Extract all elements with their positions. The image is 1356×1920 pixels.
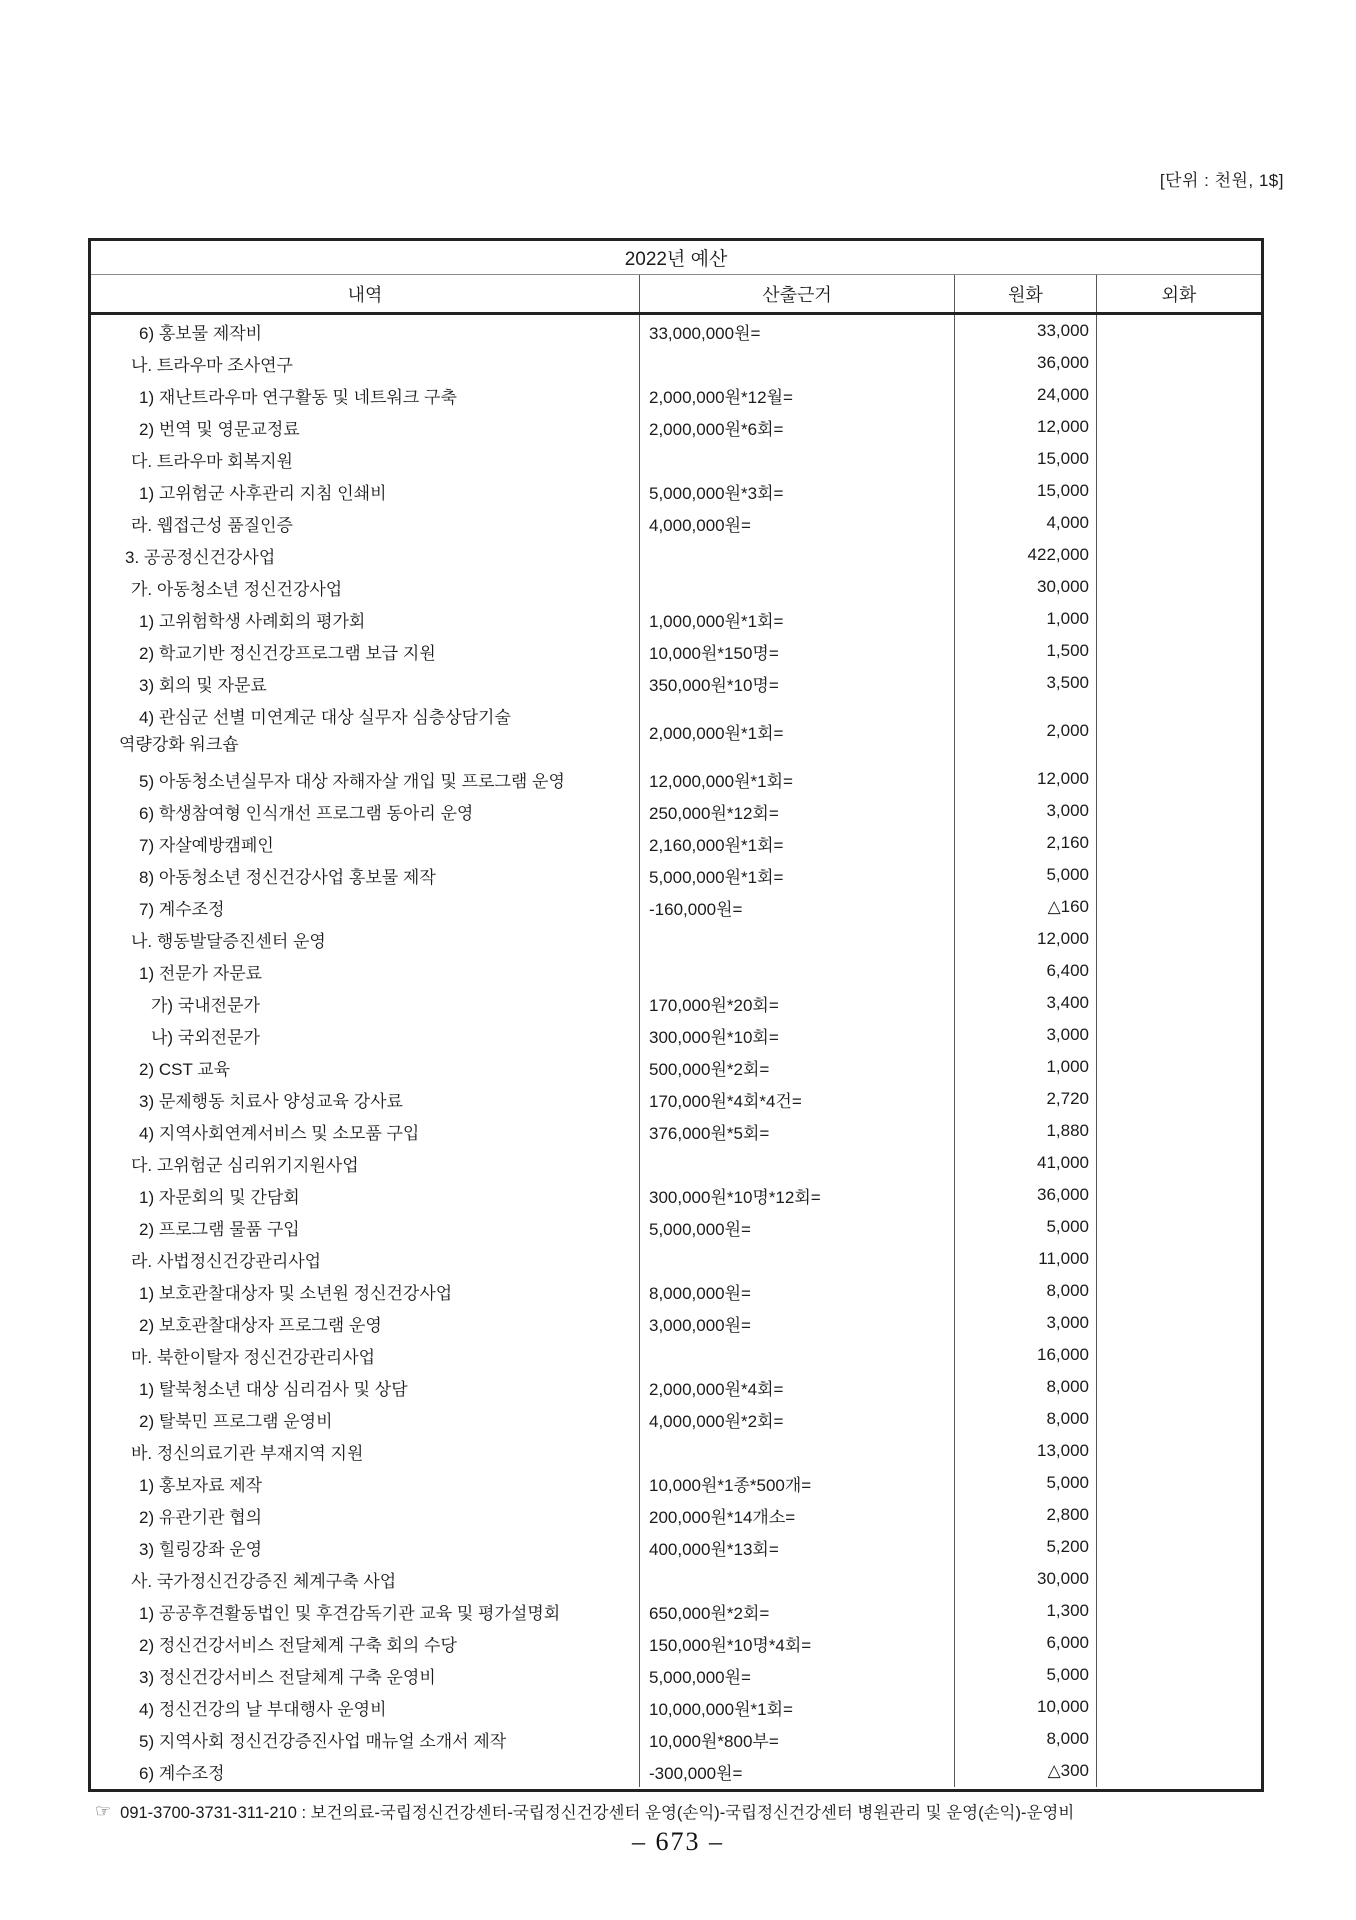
row-basis-cell: [640, 1339, 955, 1371]
row-detail-cell: [91, 1339, 640, 1371]
row-krw-cell: △300: [955, 1755, 1097, 1787]
row-detail-cell: [91, 1467, 640, 1499]
table-row: [91, 891, 1261, 923]
row-detail-text: 2) 번역 및 영문교정료: [139, 419, 300, 439]
table-row: [91, 955, 1261, 987]
row-detail-text: 가) 국내전문가: [151, 995, 260, 1015]
row-krw-cell: 3,400: [955, 987, 1097, 1019]
row-foreign-cell: [1097, 923, 1261, 955]
row-basis-cell: 2,000,000원*6회=: [640, 411, 955, 443]
row-detail-cell: [91, 1275, 640, 1307]
row-detail-text: 3) 회의 및 자문료: [139, 675, 267, 695]
row-detail-text: 2) 유관기관 협의: [139, 1507, 263, 1527]
row-detail-text: 다. 트라우마 회복지원: [131, 451, 293, 471]
row-detail-cell: [91, 507, 640, 539]
row-detail-text: 3) 정신건강서비스 전달체계 구축 운영비: [139, 1667, 436, 1687]
row-basis-cell: 170,000원*20회=: [640, 987, 955, 1019]
row-basis-cell: 500,000원*2회=: [640, 1051, 955, 1083]
row-foreign-cell: [1097, 827, 1261, 859]
row-detail-cell: [91, 1211, 640, 1243]
row-detail-text: 4) 지역사회연계서비스 및 소모품 구입: [139, 1123, 420, 1143]
table-row: [91, 827, 1261, 859]
row-basis-cell: 33,000,000원=: [640, 315, 955, 347]
row-detail-text: 5) 아동청소년실무자 대상 자해자살 개입 및 프로그램 운영: [139, 771, 565, 791]
row-krw-cell: △160: [955, 891, 1097, 923]
row-krw-cell: 1,000: [955, 1051, 1097, 1083]
row-detail-cell: [91, 1531, 640, 1563]
row-detail-cell: [91, 571, 640, 603]
row-detail-text: 7) 자살예방캠페인: [139, 835, 274, 855]
row-detail-cell: [91, 411, 640, 443]
table-row: [91, 1243, 1261, 1275]
row-detail-cell: [91, 827, 640, 859]
footer-reference: [95, 1799, 1074, 1823]
row-krw-cell: 2,160: [955, 827, 1097, 859]
row-foreign-cell: [1097, 1019, 1261, 1051]
row-foreign-cell: [1097, 539, 1261, 571]
table-row: [91, 1627, 1261, 1659]
row-detail-cell: [91, 443, 640, 475]
row-detail-cell: [91, 315, 640, 347]
row-foreign-cell: [1097, 635, 1261, 667]
row-basis-cell: [640, 955, 955, 987]
row-krw-cell: 2,000: [955, 699, 1097, 763]
row-krw-cell: 16,000: [955, 1339, 1097, 1371]
row-detail-text: 4) 정신건강의 날 부대행사 운영비: [139, 1699, 387, 1719]
table-row: [91, 1371, 1261, 1403]
table-row: [91, 443, 1261, 475]
row-detail-cell: [91, 1083, 640, 1115]
row-basis-cell: 200,000원*14개소=: [640, 1499, 955, 1531]
row-krw-cell: 13,000: [955, 1435, 1097, 1467]
row-krw-cell: 3,000: [955, 1307, 1097, 1339]
row-krw-cell: 12,000: [955, 411, 1097, 443]
row-foreign-cell: [1097, 347, 1261, 379]
row-detail-cell: [91, 1179, 640, 1211]
row-foreign-cell: [1097, 1339, 1261, 1371]
table-row: [91, 859, 1261, 891]
row-basis-cell: 2,000,000원*12월=: [640, 379, 955, 411]
table-data-area: [91, 315, 1261, 1787]
footer-reference-text: 091-3700-3731-311-210 : 보건의료-국립정신건강센터-국립정신건강센터 운영(손익)-국립정신건강센터 병원관리 및 운영(손익)-운영비: [120, 1804, 1075, 1822]
row-detail-text: 1) 재난트라우마 연구활동 및 네트워크 구축: [139, 387, 457, 407]
row-detail-text: 1) 고위험학생 사례회의 평가회: [139, 611, 366, 631]
row-foreign-cell: [1097, 1211, 1261, 1243]
row-foreign-cell: [1097, 1275, 1261, 1307]
row-basis-cell: 12,000,000원*1회=: [640, 763, 955, 795]
row-krw-cell: 1,500: [955, 635, 1097, 667]
row-basis-cell: 170,000원*4회*4건=: [640, 1083, 955, 1115]
row-krw-cell: 5,000: [955, 1659, 1097, 1691]
row-foreign-cell: [1097, 379, 1261, 411]
row-foreign-cell: [1097, 1307, 1261, 1339]
row-detail-cell: [91, 1403, 640, 1435]
row-foreign-cell: [1097, 859, 1261, 891]
row-basis-cell: 10,000원*800부=: [640, 1723, 955, 1755]
row-basis-cell: [640, 1563, 955, 1595]
row-foreign-cell: [1097, 1051, 1261, 1083]
row-detail-text: 7) 계수조정: [139, 899, 225, 919]
row-krw-cell: 5,000: [955, 1211, 1097, 1243]
row-detail-cell: [91, 699, 640, 763]
row-basis-cell: 650,000원*2회=: [640, 1595, 955, 1627]
row-basis-cell: [640, 1147, 955, 1179]
row-krw-cell: 422,000: [955, 539, 1097, 571]
row-basis-cell: 300,000원*10회=: [640, 1019, 955, 1051]
row-detail-text: 2) CST 교육: [139, 1059, 231, 1079]
row-foreign-cell: [1097, 1403, 1261, 1435]
row-krw-cell: 6,400: [955, 955, 1097, 987]
row-krw-cell: 3,000: [955, 1019, 1097, 1051]
table-row: [91, 1339, 1261, 1371]
table-row: [91, 763, 1261, 795]
row-krw-cell: 3,500: [955, 667, 1097, 699]
table-row: [91, 1723, 1261, 1755]
row-detail-text: 라. 사법정신건강관리사업: [131, 1251, 322, 1271]
row-basis-cell: 5,000,000원=: [640, 1211, 955, 1243]
row-detail-text: 3) 힐링강좌 운영: [139, 1539, 263, 1559]
row-krw-cell: 15,000: [955, 443, 1097, 475]
row-basis-cell: 400,000원*13회=: [640, 1531, 955, 1563]
row-krw-cell: 15,000: [955, 475, 1097, 507]
table-row: [91, 923, 1261, 955]
row-basis-cell: 2,000,000원*1회=: [640, 699, 955, 763]
row-detail-text: 나. 트라우마 조사연구: [131, 355, 293, 375]
row-detail-cell: [91, 1691, 640, 1723]
row-basis-cell: 300,000원*10명*12회=: [640, 1179, 955, 1211]
column-header-foreign: 외화: [1161, 284, 1197, 305]
row-krw-cell: 8,000: [955, 1403, 1097, 1435]
row-basis-cell: [640, 923, 955, 955]
row-detail-text: 나. 행동발달증진센터 운영: [131, 931, 326, 951]
row-foreign-cell: [1097, 475, 1261, 507]
row-basis-cell: 10,000,000원*1회=: [640, 1691, 955, 1723]
row-detail-text: 6) 학생참여형 인식개선 프로그램 동아리 운영: [139, 803, 474, 823]
row-detail-cell: [91, 955, 640, 987]
pointing-hand-icon: ☞: [95, 1800, 112, 1821]
unit-label: [단위 : 천원, 1$]: [1159, 171, 1284, 190]
row-detail-text: 1) 탈북청소년 대상 심리검사 및 상담: [139, 1379, 408, 1399]
row-krw-cell: 5,200: [955, 1531, 1097, 1563]
row-detail-cell: [91, 1595, 640, 1627]
table-row: [91, 1179, 1261, 1211]
row-foreign-cell: [1097, 1371, 1261, 1403]
row-detail-cell: [91, 603, 640, 635]
row-detail-text: 1) 자문회의 및 간담회: [139, 1187, 300, 1207]
table-title: 2022년 예산: [91, 241, 1261, 275]
page-number: – 673 –: [632, 1827, 724, 1856]
row-detail-text: 사. 국가정신건강증진 체계구축 사업: [131, 1571, 397, 1591]
column-header-krw: 원화: [955, 275, 1097, 312]
row-basis-cell: 1,000,000원*1회=: [640, 603, 955, 635]
row-foreign-cell: [1097, 1659, 1261, 1691]
table-row: [91, 1083, 1261, 1115]
row-detail-cell: [91, 1627, 640, 1659]
row-foreign-cell: [1097, 987, 1261, 1019]
row-krw-cell: 1,300: [955, 1595, 1097, 1627]
table-row: [91, 1755, 1261, 1787]
row-detail-cell: [91, 539, 640, 571]
table-row: [91, 667, 1261, 699]
table-row: [91, 315, 1261, 347]
row-detail-cell: [91, 1723, 640, 1755]
row-krw-cell: 5,000: [955, 859, 1097, 891]
table-row: [91, 1051, 1261, 1083]
row-krw-cell: 33,000: [955, 315, 1097, 347]
row-detail-cell: [91, 859, 640, 891]
budget-table: [88, 238, 1264, 1792]
row-detail-text: 1) 홍보자료 제작: [139, 1475, 263, 1495]
row-foreign-cell: [1097, 763, 1261, 795]
row-krw-cell: 1,000: [955, 603, 1097, 635]
row-krw-cell: 36,000: [955, 347, 1097, 379]
row-basis-cell: 10,000원*150명=: [640, 635, 955, 667]
row-basis-cell: 150,000원*10명*4회=: [640, 1627, 955, 1659]
table-row: [91, 1115, 1261, 1147]
row-detail-cell: [91, 1499, 640, 1531]
table-row: [91, 1019, 1261, 1051]
row-basis-cell: 4,000,000원*2회=: [640, 1403, 955, 1435]
row-basis-cell: [640, 347, 955, 379]
row-krw-cell: 12,000: [955, 763, 1097, 795]
row-detail-cell: [91, 987, 640, 1019]
row-detail-text: 1) 보호관찰대상자 및 소년원 정신건강사업: [139, 1283, 453, 1303]
row-foreign-cell: [1097, 1179, 1261, 1211]
row-krw-cell: 30,000: [955, 1563, 1097, 1595]
row-detail-cell: [91, 1755, 640, 1787]
table-row: [91, 1147, 1261, 1179]
row-foreign-cell: [1097, 603, 1261, 635]
row-krw-cell: 30,000: [955, 571, 1097, 603]
row-krw-cell: 10,000: [955, 1691, 1097, 1723]
table-row: [91, 475, 1261, 507]
row-foreign-cell: [1097, 1563, 1261, 1595]
row-detail-cell: [91, 891, 640, 923]
row-detail-cell: [91, 923, 640, 955]
row-detail-text: 1) 공공후견활동법인 및 후견감독기관 교육 및 평가설명회: [139, 1603, 561, 1623]
row-krw-cell: 3,000: [955, 795, 1097, 827]
row-detail-text: 3. 공공정신건강사업: [125, 547, 276, 567]
row-foreign-cell: [1097, 1627, 1261, 1659]
row-detail-text: 2) 학교기반 정신건강프로그램 보급 지원: [139, 643, 436, 663]
row-detail-text: 6) 계수조정: [139, 1763, 225, 1783]
row-foreign-cell: [1097, 507, 1261, 539]
row-basis-cell: [640, 1243, 955, 1275]
table-row: [91, 1435, 1261, 1467]
row-foreign-cell: [1097, 1595, 1261, 1627]
row-basis-cell: 5,000,000원*3회=: [640, 475, 955, 507]
table-row: [91, 1307, 1261, 1339]
row-detail-cell: [91, 1147, 640, 1179]
row-krw-cell: 8,000: [955, 1371, 1097, 1403]
row-detail-text: 4) 관심군 선별 미연계군 대상 실무자 심층상담기술: [139, 708, 511, 727]
row-foreign-cell: [1097, 667, 1261, 699]
row-basis-cell: 376,000원*5회=: [640, 1115, 955, 1147]
row-foreign-cell: [1097, 1499, 1261, 1531]
row-detail-cell: [91, 1307, 640, 1339]
row-basis-cell: 2,160,000원*1회=: [640, 827, 955, 859]
table-row: [91, 1691, 1261, 1723]
row-detail-cell: [91, 1659, 640, 1691]
row-foreign-cell: [1097, 411, 1261, 443]
row-detail-cell: [91, 635, 640, 667]
row-basis-cell: 3,000,000원=: [640, 1307, 955, 1339]
row-basis-cell: [640, 1435, 955, 1467]
row-detail-cell: [91, 379, 640, 411]
table-row: [91, 1275, 1261, 1307]
row-krw-cell: 24,000: [955, 379, 1097, 411]
row-krw-cell: 12,000: [955, 923, 1097, 955]
row-foreign-cell: [1097, 891, 1261, 923]
table-row: [91, 507, 1261, 539]
table-row: [91, 1211, 1261, 1243]
row-basis-cell: [640, 443, 955, 475]
row-basis-cell: 5,000,000원*1회=: [640, 859, 955, 891]
row-detail-text: 1) 전문가 자문료: [139, 963, 263, 983]
row-basis-cell: -160,000원=: [640, 891, 955, 923]
row-foreign-cell: [1097, 571, 1261, 603]
row-foreign-cell: [1097, 1531, 1261, 1563]
row-foreign-cell: [1097, 1083, 1261, 1115]
table-row: [91, 699, 1261, 763]
row-foreign-cell: [1097, 795, 1261, 827]
row-basis-cell: 5,000,000원=: [640, 1659, 955, 1691]
row-foreign-cell: [1097, 1755, 1261, 1787]
row-krw-cell: 2,800: [955, 1499, 1097, 1531]
row-foreign-cell: [1097, 699, 1261, 763]
table-row: [91, 1467, 1261, 1499]
table-row: [91, 539, 1261, 571]
row-detail-cell: [91, 475, 640, 507]
row-detail-text: 3) 문제행동 치료사 양성교육 강사료: [139, 1091, 403, 1111]
row-krw-cell: 8,000: [955, 1723, 1097, 1755]
row-detail-text: 8) 아동청소년 정신건강사업 홍보물 제작: [139, 867, 436, 887]
row-krw-cell: 8,000: [955, 1275, 1097, 1307]
row-detail-text: 2) 탈북민 프로그램 운영비: [139, 1411, 333, 1431]
row-detail-text: 6) 홍보물 제작비: [139, 323, 263, 343]
row-detail-text: 라. 웹접근성 품질인증: [131, 515, 293, 535]
row-krw-cell: 4,000: [955, 507, 1097, 539]
row-detail-cell: [91, 795, 640, 827]
row-basis-cell: -300,000원=: [640, 1755, 955, 1787]
row-detail-cell: [91, 1371, 640, 1403]
row-foreign-cell: [1097, 1243, 1261, 1275]
row-detail-text: 2) 정신건강서비스 전달체계 구축 회의 수당: [139, 1635, 457, 1655]
table-row: [91, 603, 1261, 635]
row-foreign-cell: [1097, 955, 1261, 987]
row-detail-cell: [91, 1243, 640, 1275]
row-detail-cell: [91, 1563, 640, 1595]
row-basis-cell: 10,000원*1종*500개=: [640, 1467, 955, 1499]
row-krw-cell: 5,000: [955, 1467, 1097, 1499]
table-row: [91, 1563, 1261, 1595]
row-basis-cell: 350,000원*10명=: [640, 667, 955, 699]
row-basis-cell: [640, 539, 955, 571]
table-row: [91, 411, 1261, 443]
row-krw-cell: 11,000: [955, 1243, 1097, 1275]
column-header-detail: 내역: [91, 275, 640, 312]
table-row: [91, 635, 1261, 667]
table-row: [91, 379, 1261, 411]
row-krw-cell: 2,720: [955, 1083, 1097, 1115]
row-basis-cell: 250,000원*12회=: [640, 795, 955, 827]
row-detail-cell: [91, 763, 640, 795]
row-detail-text: 1) 고위험군 사후관리 지침 인쇄비: [139, 483, 387, 503]
table-row: [91, 1403, 1261, 1435]
row-foreign-cell: [1097, 1691, 1261, 1723]
table-row: [91, 1659, 1261, 1691]
row-krw-cell: 36,000: [955, 1179, 1097, 1211]
row-detail-text: 가. 아동청소년 정신건강사업: [131, 579, 343, 599]
row-detail-text: 2) 프로그램 물품 구입: [139, 1219, 300, 1239]
table-row: [91, 1499, 1261, 1531]
row-foreign-cell: [1097, 1467, 1261, 1499]
table-row: [91, 347, 1261, 379]
table-row: [91, 1595, 1261, 1627]
row-foreign-cell: [1097, 315, 1261, 347]
row-detail-text: 2) 보호관찰대상자 프로그램 운영: [139, 1315, 382, 1335]
row-foreign-cell: [1097, 1435, 1261, 1467]
row-detail-cell: [91, 1435, 640, 1467]
row-detail-cell: [91, 1115, 640, 1147]
row-basis-cell: 8,000,000원=: [640, 1275, 955, 1307]
row-detail-text: 바. 정신의료기관 부재지역 지원: [131, 1443, 364, 1463]
row-detail-cell: [91, 347, 640, 379]
row-basis-cell: [640, 571, 955, 603]
row-foreign-cell: [1097, 1115, 1261, 1147]
row-krw-cell: 1,880: [955, 1115, 1097, 1147]
row-basis-cell: 2,000,000원*4회=: [640, 1371, 955, 1403]
row-krw-cell: 6,000: [955, 1627, 1097, 1659]
table-row: [91, 987, 1261, 1019]
row-krw-cell: 41,000: [955, 1147, 1097, 1179]
column-header-basis: 산출근거: [640, 275, 955, 312]
row-detail-cell: [91, 1019, 640, 1051]
row-detail-text: 5) 지역사회 정신건강증진사업 매뉴얼 소개서 제작: [139, 1731, 507, 1751]
table-header-row: [91, 275, 1261, 315]
table-row: [91, 795, 1261, 827]
row-detail-text-wrap: 역량강화 워크숍: [119, 735, 239, 754]
row-detail-text: 다. 고위험군 심리위기지원사업: [131, 1155, 359, 1175]
row-basis-cell: 4,000,000원=: [640, 507, 955, 539]
row-detail-text: 마. 북한이탈자 정신건강관리사업: [131, 1347, 376, 1367]
row-detail-cell: [91, 1051, 640, 1083]
row-foreign-cell: [1097, 1147, 1261, 1179]
table-row: [91, 1531, 1261, 1563]
row-foreign-cell: [1097, 1723, 1261, 1755]
table-row: [91, 571, 1261, 603]
row-foreign-cell: [1097, 443, 1261, 475]
row-detail-text: 나) 국외전문가: [151, 1027, 260, 1047]
row-detail-cell: [91, 667, 640, 699]
